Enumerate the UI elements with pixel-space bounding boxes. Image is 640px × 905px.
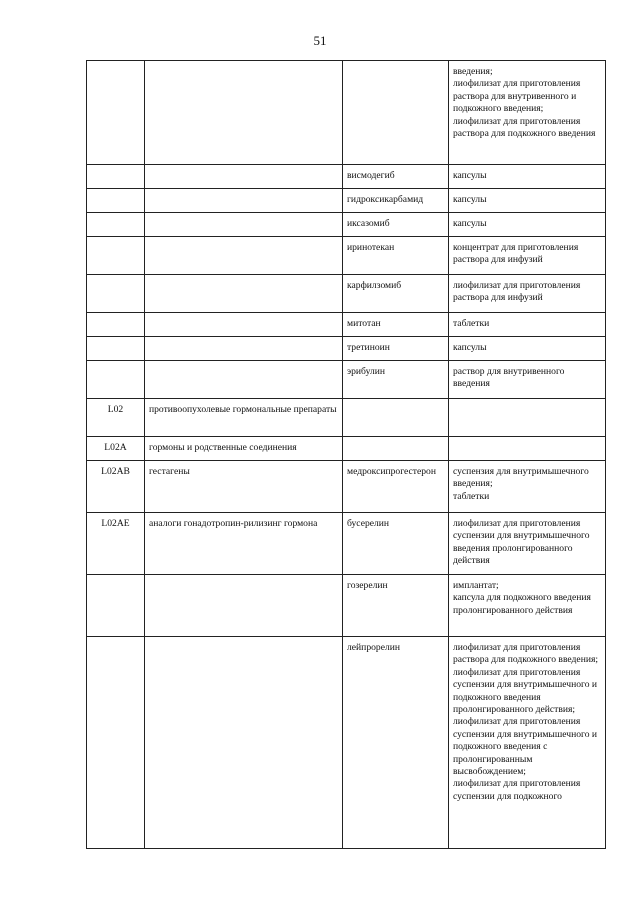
dosage-forms-cell	[449, 513, 606, 575]
dosage-form-line: лиофилизат для приготовления раствора для инфузий	[453, 280, 581, 304]
anatomical-group-cell: аналоги гонадотропин-рилизинг гормона	[145, 513, 343, 575]
dosage-forms-cell	[449, 189, 606, 213]
atc-code-cell	[87, 313, 145, 337]
anatomical-group-cell	[145, 237, 343, 275]
dosage-form-line: капсулы	[453, 218, 487, 229]
drug-name-cell	[343, 61, 449, 165]
atc-code-cell	[87, 275, 145, 313]
atc-code-cell	[87, 189, 145, 213]
drug-table	[86, 60, 606, 849]
table-row	[87, 461, 606, 513]
dosage-forms-cell	[449, 437, 606, 461]
dosage-form-line: лиофилизат для приготовления суспензии для внутримышечного и подкожного введения пролонгированного действия;	[453, 666, 598, 716]
drug-name-cell: эрибулин	[343, 361, 449, 399]
dosage-forms-cell	[449, 165, 606, 189]
table-row	[87, 61, 606, 165]
anatomical-group-cell	[145, 275, 343, 313]
anatomical-group-cell	[145, 575, 343, 637]
atc-code-cell	[87, 165, 145, 189]
dosage-forms-cell	[449, 213, 606, 237]
anatomical-group-cell	[145, 637, 343, 849]
anatomical-group-cell	[145, 337, 343, 361]
anatomical-group-cell	[145, 165, 343, 189]
drug-name-cell: лейпрорелин	[343, 637, 449, 849]
anatomical-group-cell: противоопухолевые гормональные препараты	[145, 399, 343, 437]
table-row	[87, 575, 606, 637]
page-number: 51	[313, 33, 327, 48]
anatomical-group-cell	[145, 313, 343, 337]
drug-name-cell: карфилзомиб	[343, 275, 449, 313]
anatomical-group-cell	[145, 213, 343, 237]
dosage-form-line: введения;	[453, 66, 493, 77]
dosage-forms-cell	[449, 237, 606, 275]
atc-code-cell	[87, 337, 145, 361]
dosage-form-line: лиофилизат для приготовления суспензии для внутримышечного и подкожного введения с пролонгированным высвобождением;	[453, 716, 598, 778]
dosage-form-line: лиофилизат для приготовления раствора для внутривенного и подкожного введения;	[453, 78, 581, 115]
drug-name-cell: иксазомиб	[343, 213, 449, 237]
dosage-forms-cell	[449, 313, 606, 337]
drug-name-cell	[343, 399, 449, 437]
drug-name-cell: митотан	[343, 313, 449, 337]
table-row	[87, 313, 606, 337]
dosage-form-line: капсулы	[453, 170, 487, 181]
table-row	[87, 275, 606, 313]
table-row	[87, 213, 606, 237]
table-row	[87, 361, 606, 399]
drug-name-cell: висмодегиб	[343, 165, 449, 189]
table-row	[87, 637, 606, 849]
atc-code-cell	[87, 637, 145, 849]
atc-code-cell	[87, 237, 145, 275]
atc-code-cell	[87, 575, 145, 637]
dosage-forms-cell	[449, 399, 606, 437]
table-row	[87, 165, 606, 189]
dosage-form-line: таблетки	[453, 490, 490, 502]
drug-name-cell: третиноин	[343, 337, 449, 361]
atc-code-cell: L02AE	[87, 513, 145, 575]
dosage-form-line: капсулы	[453, 342, 487, 353]
drug-name-cell: бусерелин	[343, 513, 449, 575]
dosage-forms-cell	[449, 275, 606, 313]
atc-code-cell	[87, 61, 145, 165]
anatomical-group-cell	[145, 361, 343, 399]
dosage-form-line: концентрат для приготовления раствора для инфузий	[453, 242, 579, 266]
atc-code-cell	[87, 213, 145, 237]
dosage-form-line: суспензия для внутримышечного введения;	[453, 466, 589, 490]
anatomical-group-cell: гормоны и родственные соединения	[145, 437, 343, 461]
table-row	[87, 437, 606, 461]
table-body	[87, 61, 606, 849]
dosage-forms-cell	[449, 337, 606, 361]
table-row	[87, 513, 606, 575]
drug-name-cell: гозерелин	[343, 575, 449, 637]
anatomical-group-cell: гестагены	[145, 461, 343, 513]
dosage-form-line: таблетки	[453, 318, 490, 329]
drug-name-cell: иринотекан	[343, 237, 449, 275]
atc-code-cell: L02	[87, 399, 145, 437]
dosage-form-line: капсула для подкожного введения пролонгированного действия	[453, 592, 591, 616]
dosage-forms-cell	[449, 637, 606, 849]
table-row	[87, 237, 606, 275]
dosage-form-line: лиофилизат для приготовления раствора для подкожного введения	[453, 115, 596, 140]
dosage-form-line: раствор для внутривенного введения	[453, 366, 565, 390]
dosage-forms-cell	[449, 361, 606, 399]
anatomical-group-cell	[145, 189, 343, 213]
dosage-forms-cell	[449, 61, 606, 165]
atc-code-cell: L02AB	[87, 461, 145, 513]
dosage-forms-cell	[449, 461, 606, 513]
dosage-form-line: капсулы	[453, 194, 487, 205]
atc-code-cell	[87, 361, 145, 399]
dosage-form-line: лиофилизат для приготовления суспензии для подкожного	[453, 778, 581, 802]
drug-name-cell: медроксипрогестерон	[343, 461, 449, 513]
table-row	[87, 189, 606, 213]
table-row	[87, 337, 606, 361]
dosage-form-line: имплантат;	[453, 580, 499, 591]
table-row	[87, 399, 606, 437]
dosage-form-line: лиофилизат для приготовления раствора для подкожного введения;	[453, 642, 599, 666]
dosage-form-line: лиофилизат для приготовления суспензии для внутримышечного введения пролонгированного действия	[453, 518, 590, 567]
atc-code-cell: L02A	[87, 437, 145, 461]
anatomical-group-cell	[145, 61, 343, 165]
dosage-forms-cell	[449, 575, 606, 637]
drug-name-cell: гидроксикарбамид	[343, 189, 449, 213]
drug-name-cell	[343, 437, 449, 461]
